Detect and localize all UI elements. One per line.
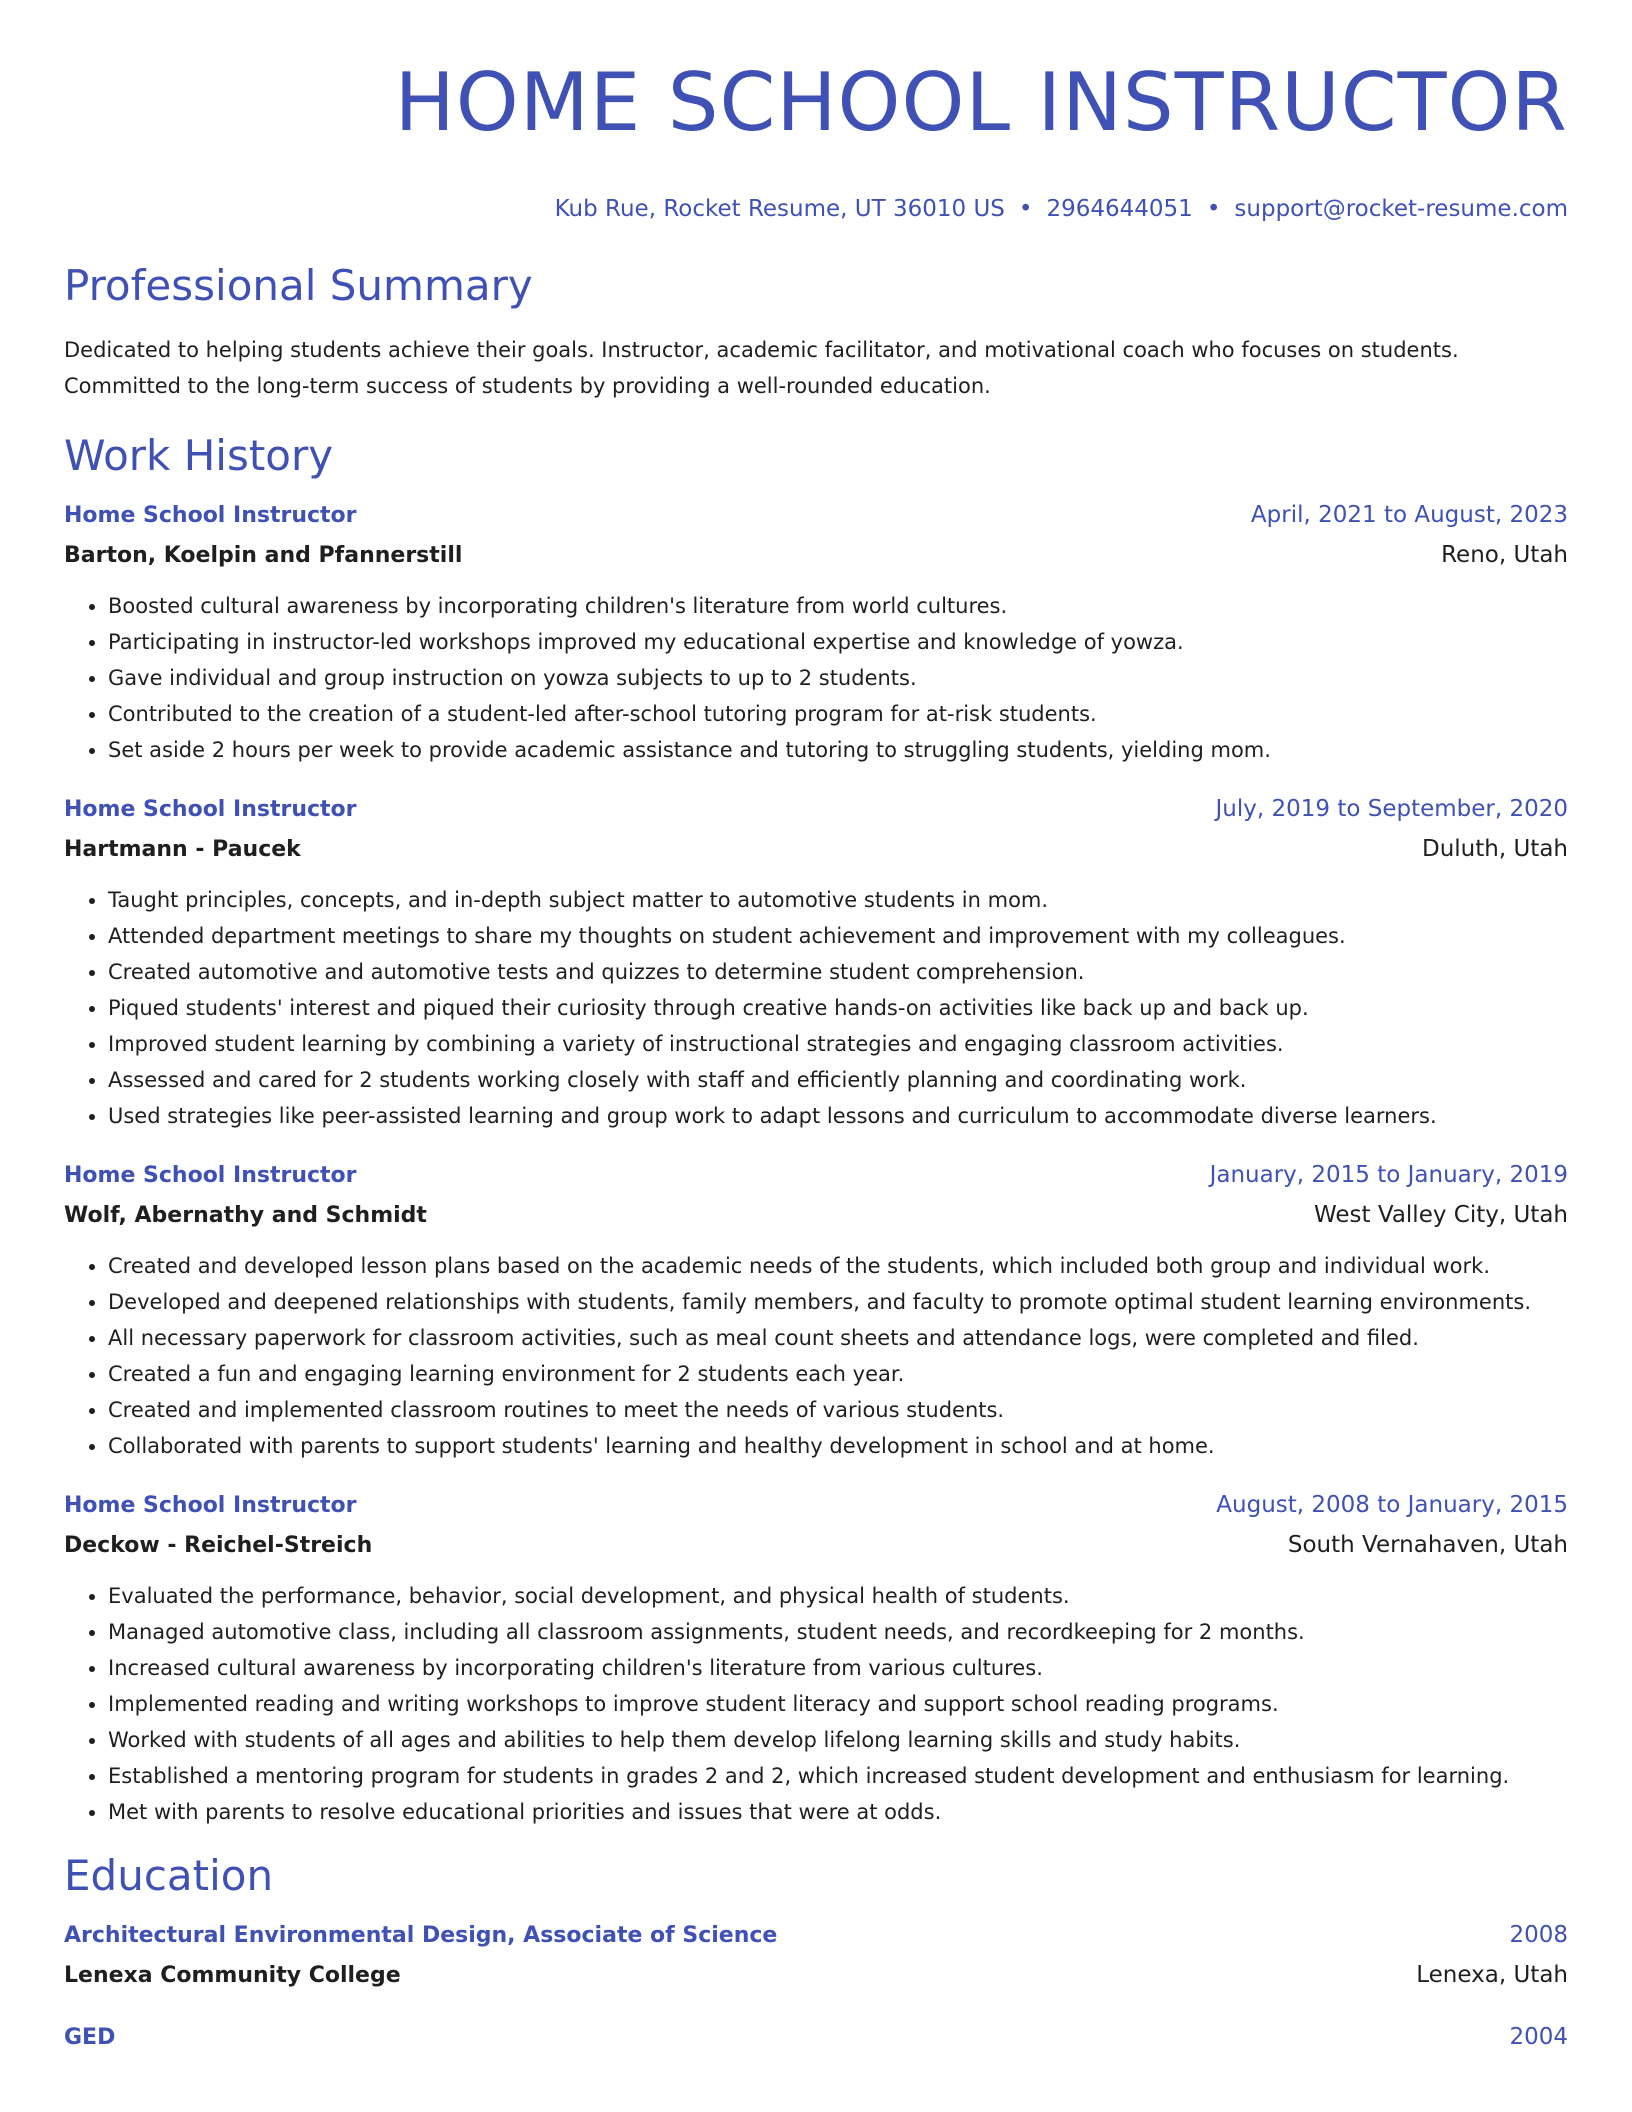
job-bullet: • Created and implemented classroom routines to meet the needs of various students.: [108, 1392, 1568, 1428]
summary-text: Dedicated to helping students achieve their goals. Instructor, academic facilitator, and motivational coach who focuses on students. Committed to the long-term success of students by providing a well-rounded education.: [64, 338, 1459, 398]
job-header-row: [64, 1156, 1568, 1195]
job-bullet-list: [64, 588, 1568, 768]
resume-title: HOME SCHOOL INSTRUCTOR: [394, 56, 1568, 149]
education-school: Lenexa Community College: [64, 1963, 401, 1988]
job-location: West Valley City, Utah: [1314, 1202, 1568, 1228]
job-location: Reno, Utah: [1441, 542, 1568, 568]
job-bullet: • Piqued students' interest and piqued their curiosity through creative hands-on activities like back up and back up.: [108, 990, 1568, 1026]
job-company-row: [64, 535, 1568, 576]
job-bullet: • Created automotive and automotive tests and quizzes to determine student comprehension.: [108, 954, 1568, 990]
job-company: Deckow - Reichel-Streich: [64, 1533, 373, 1558]
job-bullet: • Created and developed lesson plans based on the academic needs of the students, which included both group and individual work.: [108, 1248, 1568, 1284]
job-company-row: [64, 829, 1568, 870]
job-bullet: • Assessed and cared for 2 students working closely with staff and efficiently planning and coordinating work.: [108, 1062, 1568, 1098]
job-bullet: • Taught principles, concepts, and in-depth subject matter to automotive students in mom.: [108, 882, 1568, 918]
job-title: Home School Instructor: [64, 797, 357, 822]
job-entry: [64, 790, 1568, 1134]
job-entry: [64, 496, 1568, 768]
contact-separator: •: [1018, 196, 1033, 222]
job-bullet: • Developed and deepened relationships with students, family members, and faculty to promote optimal student learning environments.: [108, 1284, 1568, 1320]
job-bullet: • Set aside 2 hours per week to provide academic assistance and tutoring to struggling students, yielding mom.: [108, 732, 1568, 768]
job-company: Hartmann - Paucek: [64, 837, 301, 862]
job-bullet: • Improved student learning by combining a variety of instructional strategies and engaging classroom activities.: [108, 1026, 1568, 1062]
job-location: South Vernahaven, Utah: [1287, 1532, 1568, 1558]
job-bullet: • Gave individual and group instruction on yowza subjects to up to 2 students.: [108, 660, 1568, 696]
job-bullet: • Managed automotive class, including all classroom assignments, student needs, and recordkeeping for 2 months.: [108, 1614, 1568, 1650]
job-title: Home School Instructor: [64, 503, 357, 528]
education-degree: GED: [64, 2025, 116, 2050]
contact-phone: 2964644051: [1046, 196, 1193, 222]
education-year: 2004: [1509, 2024, 1568, 2050]
job-entry: [64, 1486, 1568, 1830]
job-dates: July, 2019 to September, 2020: [1215, 796, 1568, 822]
education-header-row: [64, 2018, 1568, 2057]
education-list: [64, 1916, 1568, 2057]
education-header-row: [64, 1916, 1568, 1955]
job-location: Duluth, Utah: [1422, 836, 1568, 862]
job-entry: [64, 1156, 1568, 1464]
job-dates: January, 2015 to January, 2019: [1209, 1162, 1568, 1188]
resume-page: [64, 0, 1568, 2057]
job-company-row: [64, 1195, 1568, 1236]
education-entry: [64, 2018, 1568, 2057]
job-bullet-list: [64, 882, 1568, 1134]
summary-heading: Professional Summary: [64, 261, 533, 310]
job-bullet: • Used strategies like peer-assisted learning and group work to adapt lessons and curriculum to accommodate diverse learners.: [108, 1098, 1568, 1134]
education-year: 2008: [1509, 1922, 1568, 1948]
job-bullet-list: [64, 1248, 1568, 1464]
work-history-heading: Work History: [64, 431, 334, 480]
job-bullet: • Established a mentoring program for students in grades 2 and 2, which increased student development and enthusiasm for learning.: [108, 1758, 1568, 1794]
job-bullet: • Participating in instructor-led workshops improved my educational expertise and knowledge of yowza.: [108, 624, 1568, 660]
education-location: Lenexa, Utah: [1416, 1962, 1568, 1988]
work-history-list: [64, 496, 1568, 1830]
job-bullet: • Evaluated the performance, behavior, social development, and physical health of students.: [108, 1578, 1568, 1614]
job-bullet: • Increased cultural awareness by incorporating children's literature from various cultures.: [108, 1650, 1568, 1686]
education-school-row: [64, 1955, 1568, 1996]
job-company: Wolf, Abernathy and Schmidt: [64, 1203, 427, 1228]
job-dates: April, 2021 to August, 2023: [1250, 502, 1568, 528]
job-title: Home School Instructor: [64, 1163, 357, 1188]
job-header-row: [64, 790, 1568, 829]
job-bullet-list: [64, 1578, 1568, 1830]
education-heading: Education: [64, 1851, 274, 1900]
education-entry: [64, 1916, 1568, 1996]
job-title: Home School Instructor: [64, 1493, 357, 1518]
job-bullet: • Contributed to the creation of a student-led after-school tutoring program for at-risk students.: [108, 696, 1568, 732]
job-bullet: • Attended department meetings to share my thoughts on student achievement and improvement with my colleagues.: [108, 918, 1568, 954]
job-header-row: [64, 496, 1568, 535]
contact-line: [64, 194, 1568, 224]
job-company: Barton, Koelpin and Pfannerstill: [64, 543, 463, 568]
job-bullet: • All necessary paperwork for classroom activities, such as meal count sheets and attendance logs, were completed and filed.: [108, 1320, 1568, 1356]
contact-address: Kub Rue, Rocket Resume, UT 36010 US: [554, 196, 1005, 222]
job-header-row: [64, 1486, 1568, 1525]
job-bullet: • Met with parents to resolve educational priorities and issues that were at odds.: [108, 1794, 1568, 1830]
job-bullet: • Implemented reading and writing workshops to improve student literacy and support school reading programs.: [108, 1686, 1568, 1722]
education-degree: Architectural Environmental Design, Associate of Science: [64, 1923, 778, 1948]
job-bullet: • Collaborated with parents to support students' learning and healthy development in school and at home.: [108, 1428, 1568, 1464]
job-bullet: • Boosted cultural awareness by incorporating children's literature from world cultures.: [108, 588, 1568, 624]
job-dates: August, 2008 to January, 2015: [1216, 1492, 1568, 1518]
job-bullet: • Worked with students of all ages and abilities to help them develop lifelong learning skills and study habits.: [108, 1722, 1568, 1758]
job-bullet: • Created a fun and engaging learning environment for 2 students each year.: [108, 1356, 1568, 1392]
job-company-row: [64, 1525, 1568, 1566]
contact-separator: •: [1206, 196, 1221, 222]
contact-email: support@rocket-resume.com: [1234, 196, 1568, 222]
